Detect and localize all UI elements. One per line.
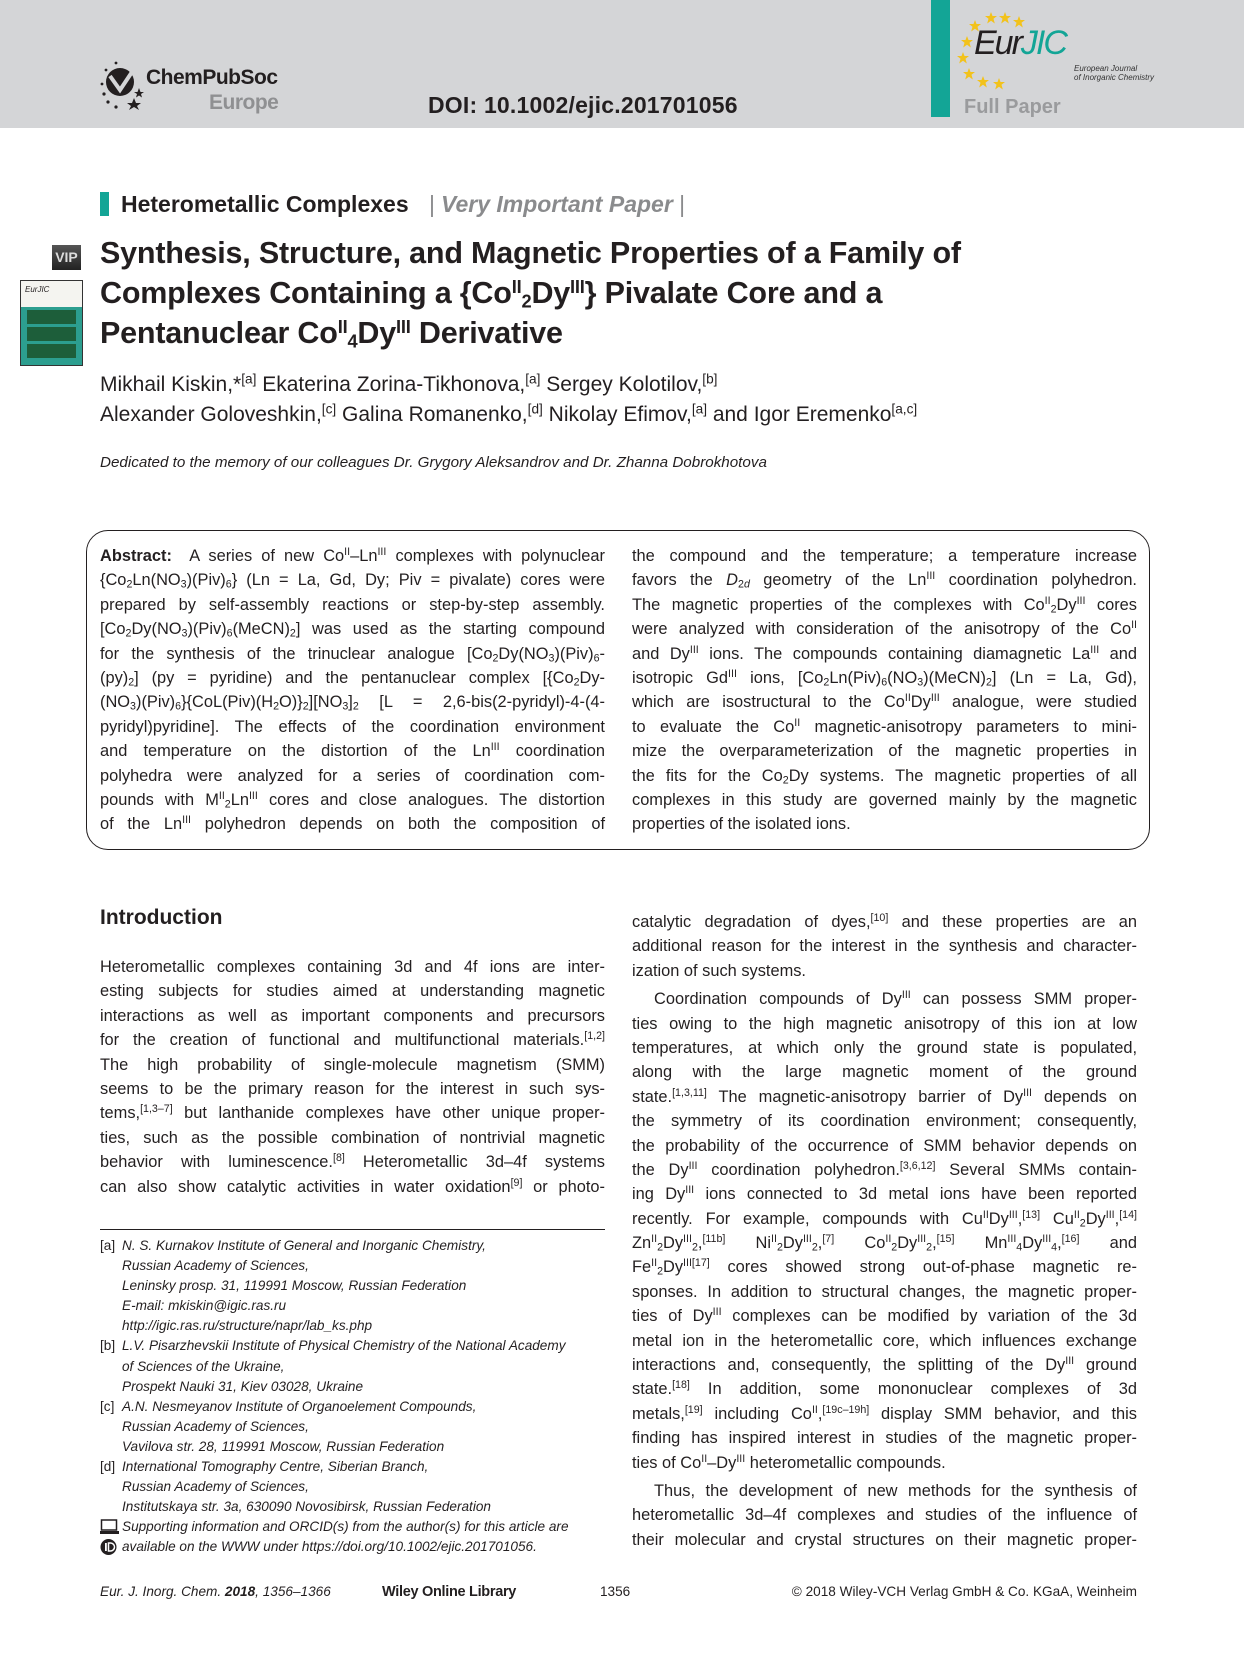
text-line: ing $Dy^{III}$ ions connected to 3d metal ions have been reported bbox=[632, 1184, 1137, 1204]
text-line: behavior with luminescence.[8] Heterometallic 3d–4f systems bbox=[100, 1152, 605, 1172]
wiley-online-library-link[interactable]: Wiley Online Library bbox=[382, 1584, 517, 1600]
text-line: $[Co_2Dy(NO_3)(Piv)_6(MeCN)_2]$ was used as the starting compound bbox=[100, 620, 605, 640]
vip-badge: VIP bbox=[52, 245, 81, 270]
article-type: Full Paper bbox=[964, 96, 1061, 118]
logo-eur: Eur bbox=[974, 24, 1021, 62]
affiliation-line: Leninsky prosp. 31, 119991 Moscow, Russian Federation bbox=[122, 1278, 467, 1294]
text-line: $(NO_3)(Piv)_6\}\{CoL(Piv)(H_2O)\}_2][NO_3]_2$ [L = 2,6-bis(2-pyridyl)-4-(4- bbox=[100, 693, 605, 713]
text-line: for the synthesis of the trinuclear analogue [$Co_2Dy(NO_3)(Piv)_6-$ bbox=[100, 644, 605, 665]
affiliation-line: International Tomography Centre, Siberian Branch, bbox=[122, 1459, 429, 1475]
text-line: The high probability of single-molecule magnetism (SMM) bbox=[100, 1055, 605, 1074]
dedication: Dedicated to the memory of our colleagues Dr. Grygory Aleksandrov and Dr. Zhanna Dobrokhotova bbox=[100, 454, 767, 471]
affiliation-line: of Sciences of the Ukraine, bbox=[122, 1358, 285, 1374]
divider: | bbox=[429, 191, 435, 217]
supporting-info-icons bbox=[100, 1517, 122, 1563]
supporting-info-line: Supporting information and ORCID(s) from the author(s) for this article are bbox=[122, 1519, 569, 1535]
accent-bar bbox=[931, 0, 950, 117]
text-line: properties of the isolated ions. bbox=[632, 815, 851, 834]
text-line: The magnetic properties of the complexes with $Co^{II}_2Dy^{III}$ cores bbox=[632, 594, 1137, 616]
text-line: Thus, the development of new methods for the synthesis of bbox=[654, 1481, 1137, 1500]
text-line: esting subjects for studies aimed at understanding magnetic bbox=[100, 982, 605, 1001]
text-line: metal ion in the heterometallic core, which influences exchange bbox=[632, 1331, 1137, 1350]
text-line: were analyzed with consideration of the anisotropy of the $Co^{II}$ bbox=[632, 619, 1137, 639]
text-line: to evaluate the $Co^{II}$ magnetic-anisotropy parameters to mini- bbox=[632, 716, 1137, 736]
affiliation bbox=[100, 1397, 615, 1457]
title-line: Complexes Containing a $\{Co^{II}_2Dy^{III}\}$ Pivalate Core and a bbox=[100, 275, 883, 312]
text-line: finding has inspired interest in studies of the magnetic proper- bbox=[632, 1429, 1137, 1448]
publisher-name: ChemPubSoc bbox=[146, 66, 278, 89]
affiliation bbox=[100, 1336, 615, 1396]
text-line: temperatures, at which only the ground state is populated, bbox=[632, 1038, 1137, 1057]
cover-image bbox=[27, 344, 76, 358]
doi[interactable]: DOI: 10.1002/ejic.201701056 bbox=[428, 92, 738, 118]
section-topic: Heterometallic Complexes bbox=[121, 191, 409, 217]
cover-image bbox=[27, 327, 76, 341]
affiliation-line: Institutskaya str. 3a, 630090 Novosibirsk, Russian Federation bbox=[122, 1499, 491, 1515]
text-line: pounds with $M^{II}_2Ln^{III}$ cores and close analogues. The distortion bbox=[100, 790, 606, 811]
text-line: and $Dy^{III}$ ions. The compounds containing diamagnetic $La^{III}$ and bbox=[632, 643, 1137, 663]
text-line: seems to be the primary reason for the interest in such sys- bbox=[100, 1079, 605, 1098]
introduction-right-column bbox=[632, 910, 1137, 1552]
affiliation bbox=[100, 1457, 615, 1517]
text-line: the compound and the temperature; a temperature increase bbox=[632, 547, 1137, 565]
affiliation-line: Russian Academy of Sciences, bbox=[122, 1479, 309, 1495]
text-line: of the $Ln^{III}$ polyhedron depends on both the composition of bbox=[100, 814, 605, 834]
website-link[interactable]: http://igic.ras.ru/structure/napr/lab_ks.php bbox=[122, 1318, 373, 1334]
supporting-info-link[interactable]: available on the WWW under https://doi.org/10.1002/ejic.201701056. bbox=[122, 1539, 537, 1555]
affiliation-line: L.V. Pisarzhevskii Institute of Physical Chemistry of the National Academy bbox=[122, 1338, 566, 1354]
email-link[interactable]: E-mail: mkiskin@igic.ras.ru bbox=[122, 1298, 287, 1314]
text-line: can also show catalytic activities in water oxidation[9] or photo- bbox=[100, 1176, 605, 1196]
text-line: the $Dy^{III}$ coordination polyhedron.[3,6,12] Several SMMs contain- bbox=[632, 1160, 1137, 1179]
text-line: which are isostructural to the $Co^{II}Dy^{III}$ analogue, were studied bbox=[632, 692, 1137, 712]
affiliation-tag: [a] bbox=[100, 1238, 116, 1253]
journal-name-line2: of Inorganic Chemistry bbox=[1074, 73, 1155, 82]
author-line: Alexander Goloveshkin,[c] Galina Romanenko,[d] Nikolay Efimov,[a] and Igor Eremenko[a,c] bbox=[100, 401, 918, 426]
page-footer bbox=[100, 1584, 1137, 1604]
citation: Eur. J. Inorg. Chem. 2018, 1356–1366 bbox=[100, 1584, 331, 1599]
supporting-info bbox=[100, 1517, 615, 1563]
logo-jic: JIC bbox=[1020, 24, 1066, 62]
divider: | bbox=[679, 191, 686, 217]
affiliations bbox=[100, 1236, 615, 1563]
text-line: $Zn^{II}_2Dy^{III}_2,[11b]$ $Ni^{II}_2Dy^{III}_2,[7]$ $Co^{II}_2Dy^{III}_2,[15]$ $Mn^{III}_4Dy^{III}_4,[16]$ and bbox=[632, 1233, 1137, 1254]
text-line: Abstract: A series of new $Co^{II}-Ln^{III}$ complexes with polynuclear bbox=[100, 546, 605, 565]
text-line: ties, such as the possible combination of nontrivial magnetic bbox=[100, 1128, 605, 1147]
text-line: catalytic degradation of dyes,[10] and these properties are an bbox=[632, 912, 1137, 931]
affiliation-line: Vavilova str. 28, 119991 Moscow, Russian Federation bbox=[122, 1438, 445, 1454]
title-line: Synthesis, Structure, and Magnetic Properties of a Family of bbox=[100, 236, 961, 270]
copyright: © 2018 Wiley-VCH Verlag GmbH & Co. KGaA, Weinheim bbox=[791, 1584, 1137, 1599]
author-line: Mikhail Kiskin,*[a] Ekaterina Zorina-Tikhonova,[a] Sergey Kolotilov,[b] bbox=[100, 371, 718, 396]
affiliation-line: N. S. Kurnakov Institute of General and Inorganic Chemistry, bbox=[122, 1238, 486, 1253]
text-line: $\{Co_2Ln(NO_3)(Piv)_6\} (Ln = La$, Gd, Dy; Piv = pivalate) cores were bbox=[100, 571, 605, 592]
chempubsoc-logo-icon bbox=[98, 60, 146, 110]
text-line: additional reason for the interest in the synthesis and character- bbox=[632, 937, 1137, 956]
section-accent-bar bbox=[100, 192, 109, 216]
cover-label: EurJIC bbox=[21, 281, 82, 307]
journal-name bbox=[1074, 64, 1154, 82]
text-line: ties of $Co^{II}-Dy^{III}$ heterometallic compounds. bbox=[632, 1452, 946, 1472]
text-line: tems,[1,3–7] but lanthanide complexes have other unique proper- bbox=[100, 1103, 605, 1123]
text-line: Coordination compounds of $Dy^{III}$ can possess SMM proper- bbox=[654, 989, 1137, 1009]
abstract-left-column bbox=[100, 544, 605, 837]
affiliation bbox=[100, 1236, 615, 1336]
text-line: for the creation of functional and multifunctional materials.[1,2] bbox=[100, 1030, 605, 1050]
text-line: the probability of the occurrence of SMM behavior depends on bbox=[632, 1136, 1137, 1155]
affiliation-line: A.N. Nesmeyanov Institute of Organoelement Compounds, bbox=[122, 1398, 477, 1414]
text-line: their molecular and crystal structures on their magnetic proper- bbox=[632, 1530, 1137, 1549]
page-number: 1356 bbox=[600, 1584, 631, 1599]
section-heading bbox=[100, 191, 685, 218]
text-line: the symmetry of its coordination environment; consequently, bbox=[632, 1112, 1137, 1131]
text-line: $(py)_2$] (py = pyridine) and the pentanuclear complex [{$Co_2Dy-$ bbox=[100, 668, 605, 689]
introduction-heading: Introduction bbox=[100, 906, 223, 929]
affiliation-tag: [c] bbox=[100, 1398, 115, 1414]
text-line: sponses. In addition to structural changes, the magnetic proper- bbox=[632, 1282, 1137, 1301]
text-line: Heterometallic complexes containing 3d and 4f ions are inter- bbox=[100, 958, 605, 976]
text-line: complexes in this study are governed mainly by the magnetic bbox=[632, 790, 1137, 809]
text-line: ties owing to the high magnetic anisotropy of this ion at low bbox=[632, 1014, 1137, 1033]
text-line: pyridyl)pyridine]. The effects of the coordination environment bbox=[100, 717, 605, 736]
text-line: the fits for the $Co_2Dy$ systems. The magnetic properties of all bbox=[632, 766, 1138, 787]
text-line: ties of $Dy^{III}$ complexes can be modified by variation of the 3d bbox=[632, 1306, 1137, 1326]
text-line: state.[1,3,11] The magnetic-anisotropy barrier of $Dy^{III}$ depends on bbox=[632, 1086, 1137, 1106]
footnote-divider bbox=[100, 1229, 605, 1230]
text-line: and temperature on the distortion of the $Ln^{III}$ coordination bbox=[100, 741, 606, 761]
affiliation-tag: [d] bbox=[100, 1459, 116, 1475]
affiliation-line: Russian Academy of Sciences, bbox=[122, 1418, 309, 1434]
text-line: recently. For example, compounds with $Cu^{II}Dy^{III},[13]$ $Cu^{II}_2Dy^{III},[14]$ bbox=[632, 1208, 1137, 1230]
text-line: favors the $D_{2d}$ geometry of the $Ln^{III}$ coordination polyhedron. bbox=[632, 570, 1137, 592]
text-line: state.[18] In addition, some mononuclear complexes of 3d bbox=[632, 1379, 1137, 1399]
computer-and-orcid-icon bbox=[100, 1517, 120, 1557]
text-line: $Fe^{II}_2Dy^{III[17]}$ cores showed strong out-of-phase magnetic re- bbox=[632, 1257, 1137, 1279]
journal-name-line1: European Journal bbox=[1074, 64, 1138, 73]
text-line: ization of such systems. bbox=[632, 961, 806, 980]
text-line: heterometallic 3d–4f complexes and studies of the influence of bbox=[632, 1506, 1137, 1525]
affiliation-line: Prospekt Nauki 31, Kiev 03028, Ukraine bbox=[122, 1378, 364, 1394]
text-line: metals,[19] including $Co^{II},[19c-19h]$ display SMM behavior, and this bbox=[632, 1403, 1138, 1423]
text-line: interactions and, consequently, the splitting of the $Dy^{III}$ ground bbox=[632, 1355, 1137, 1375]
title-line: Pentanuclear $Co^{II}_4Dy^{III}$ Derivative bbox=[100, 315, 563, 352]
text-line: isotropic $Gd^{III}$ ions, $[Co_2Ln(Piv)_6(NO_3)(MeCN)_2] (Ln = La$, Gd), bbox=[632, 668, 1137, 689]
introduction-left-column bbox=[100, 955, 605, 1199]
affiliation-tag: [b] bbox=[100, 1338, 116, 1354]
journal-logo bbox=[974, 24, 1066, 62]
cover-image bbox=[27, 310, 76, 324]
abstract-right-column bbox=[632, 544, 1137, 837]
text-line: mize the overparameterization of the magnetic properties in bbox=[632, 742, 1137, 761]
text-line: prepared by self-assembly reactions or step-by-step assembly. bbox=[100, 595, 605, 614]
text-line: polyhedra were analyzed for a series of coordination com- bbox=[100, 766, 605, 785]
text-line: interactions as well as important components and precursors bbox=[100, 1006, 605, 1025]
publisher-region: Europe bbox=[209, 91, 279, 114]
text-line: along with the large magnetic moment of the ground bbox=[632, 1063, 1137, 1082]
section-flag: Very Important Paper bbox=[441, 191, 673, 217]
affiliation-line: Russian Academy of Sciences, bbox=[122, 1258, 309, 1274]
journal-cover-thumbnail[interactable] bbox=[20, 280, 83, 366]
